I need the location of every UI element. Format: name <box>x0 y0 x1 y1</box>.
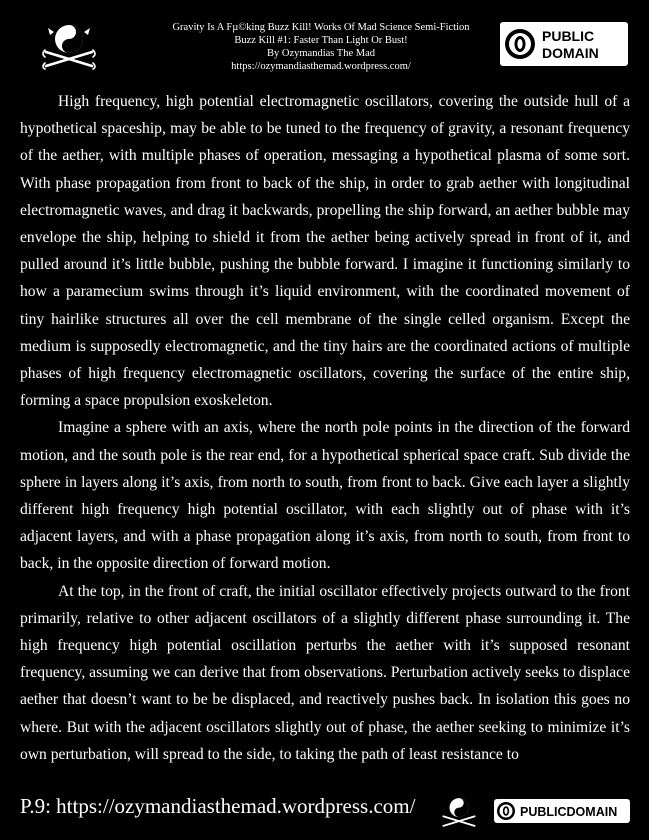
header-author: By Ozymandias The Mad <box>267 48 375 59</box>
header-url: https://ozymandiasthemad.wordpress.com/ <box>231 61 411 72</box>
page-footer <box>0 790 649 840</box>
article-body <box>20 88 630 768</box>
public-domain-badge-small-label: PUBLICDOMAIN <box>520 805 618 819</box>
header-title-block <box>130 21 512 73</box>
paragraph: At the top, in the front of craft, the initial oscillator effectively projects outward to the front primarily, relative to other adjacent oscillators of a slightly different phase surrounding it. The high frequency high potential oscillation perturbs the aether with it’s supposed resonant frequency, assuming we can derive that from observations. Perturbation actively seeks to displace aether that doesn’t want to be be displaced, and reactively pushes back. In isolation this goes no where. But with the adjacent oscillators slightly out of phase, the aether seeking to minimize it’s own perturbation, will spread to the side, to taking the path of least resistance to <box>20 582 630 763</box>
jolly-roger-yin-yang-logo-small <box>438 796 480 830</box>
public-domain-badge-line1: PUBLIC <box>542 28 595 44</box>
public-domain-badge <box>500 22 628 66</box>
page-number-url: P.9: https://ozymandiasthemad.wordpress.com/ <box>20 794 416 818</box>
public-domain-badge-line2: DOMAIN <box>542 45 599 61</box>
page-header <box>0 0 649 82</box>
header-title-line2: Buzz Kill #1: Faster Than Light Or Bust! <box>234 35 408 46</box>
public-domain-badge-small <box>494 799 630 823</box>
paragraph: High frequency, high potential electromagnetic oscillators, covering the outside hull of a hypothetical spaceship, may be able to be tuned to the frequency of gravity, a resonant frequency of the aether, with multiple phases of operation, messaging a hypothetical plasma of some sort. With phase propagation from front to back of the ship, in order to grab aether with longitudinal electromagnetic waves, and drag it backwards, propelling the ship forward, an aether bubble may envelope the ship, helping to shield it from the aether being actively spread in front of it, and pulled around it’s little bubble, pushing the bubble forward. I imagine it functioning similarly to how a paramecium swims through it’s liquid environment, with the coordinated movement of tiny hairlike structures all over the cell membrane of the single celled organism. Except the medium is supposedly electromagnetic, and the tiny hairs are the coordinated actions of multiple phases of high frequency electromagnetic oscillators, covering the surface of the entire ship, forming a space propulsion exoskeleton. <box>20 93 630 410</box>
paragraph: Imagine a sphere with an axis, where the north pole points in the direction of the forward motion, and the south pole is the rear end, for a hypothetical spherical space craft. Sub divide the sphere in layers along it’s axis, from north to south, from front to back. Give each layer a slightly different high frequency high potential oscillator, with each slightly out of phase with it’s adjacent layers, and with a phase propagation along it’s axis, from north to south, from front to back, in the opposite direction of forward motion. <box>20 419 630 573</box>
jolly-roger-yin-yang-logo <box>38 22 100 72</box>
header-title-line1: Gravity Is A Fµ©king Buzz Kill! Works Of Mad Science Semi-Fiction <box>172 22 470 33</box>
